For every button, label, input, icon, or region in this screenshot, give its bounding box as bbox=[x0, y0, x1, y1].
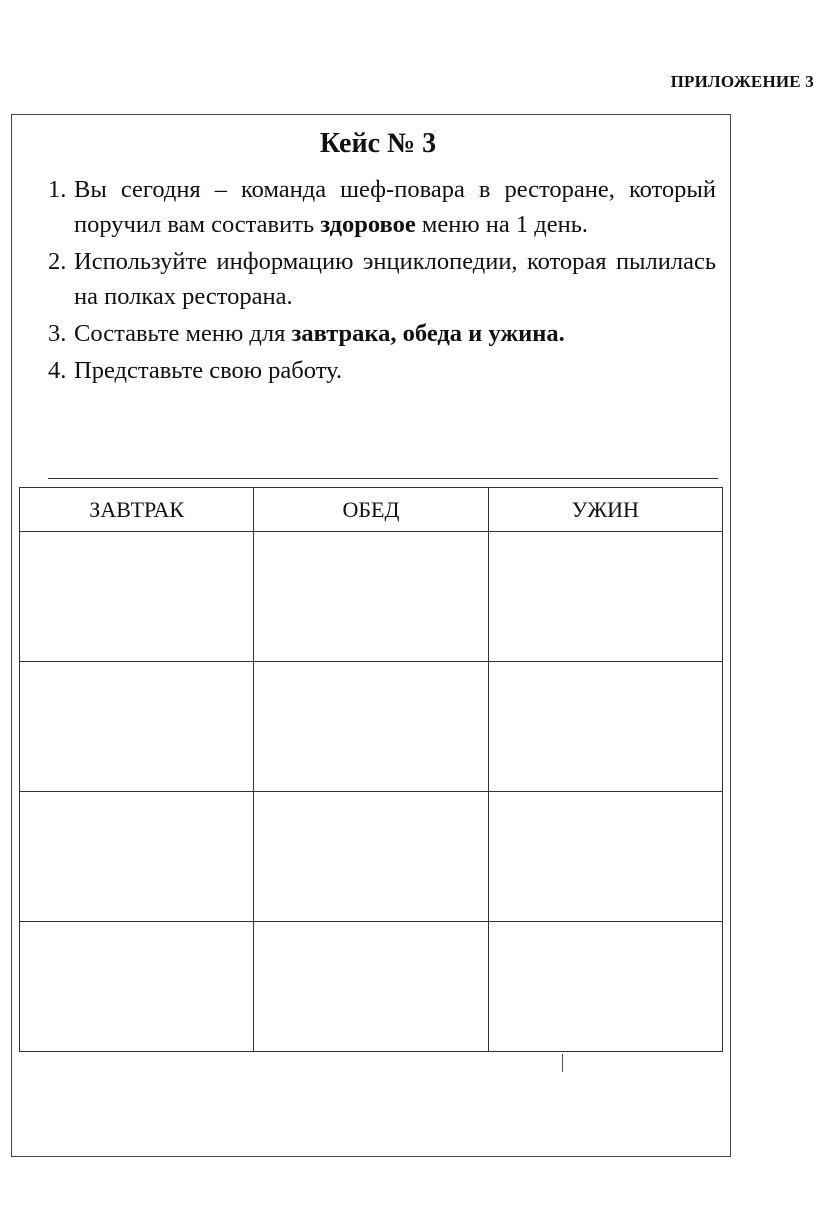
task-text: Используйте информацию энциклопедии, которая пылилась на полках ресторана. bbox=[74, 248, 716, 310]
task-item-3 bbox=[48, 316, 716, 351]
task-text: меню на 1 день. bbox=[415, 211, 589, 238]
menu-cell[interactable] bbox=[254, 662, 488, 792]
menu-cell[interactable] bbox=[488, 922, 722, 1052]
task-number: 4. bbox=[48, 357, 67, 384]
task-text: Вы сегодня – команда шеф-повара в ресторане, который поручил вам составить bbox=[74, 176, 716, 238]
case-title-text: Кейс № 3 bbox=[319, 128, 437, 159]
menu-cell[interactable] bbox=[488, 662, 722, 792]
table-row bbox=[20, 922, 723, 1052]
task-text-bold: завтрака, обеда и ужина. bbox=[291, 320, 565, 347]
case-title bbox=[0, 128, 816, 160]
appendix-label: ПРИЛОЖЕНИЕ 3 bbox=[670, 72, 814, 91]
table-row bbox=[20, 792, 723, 922]
task-number: 2. bbox=[48, 248, 67, 275]
task-text: Представьте свою работу. bbox=[74, 357, 343, 384]
menu-cell[interactable] bbox=[254, 922, 488, 1052]
table-row bbox=[20, 662, 723, 792]
menu-cell[interactable] bbox=[20, 792, 254, 922]
task-text: Составьте меню для bbox=[74, 320, 292, 347]
menu-cell[interactable] bbox=[254, 792, 488, 922]
task-item-2 bbox=[48, 244, 716, 314]
header-lunch: ОБЕД bbox=[254, 488, 488, 532]
header-breakfast: ЗАВТРАК bbox=[20, 488, 254, 532]
header-dinner: УЖИН bbox=[488, 488, 722, 532]
task-list bbox=[48, 172, 716, 390]
horizontal-rule bbox=[48, 478, 718, 479]
task-text-bold: здоровое bbox=[320, 211, 416, 238]
menu-header-row bbox=[20, 488, 723, 532]
task-item-4 bbox=[48, 353, 716, 388]
menu-cell[interactable] bbox=[488, 532, 722, 662]
menu-cell[interactable] bbox=[488, 792, 722, 922]
task-number: 1. bbox=[48, 176, 67, 203]
menu-cell[interactable] bbox=[20, 532, 254, 662]
menu-cell[interactable] bbox=[20, 922, 254, 1052]
task-number: 3. bbox=[48, 320, 67, 347]
menu-cell[interactable] bbox=[20, 662, 254, 792]
menu-cell[interactable] bbox=[254, 532, 488, 662]
table-row bbox=[20, 532, 723, 662]
text-cursor-mark bbox=[562, 1054, 563, 1072]
task-item-1 bbox=[48, 172, 716, 242]
menu-table bbox=[19, 487, 723, 1052]
